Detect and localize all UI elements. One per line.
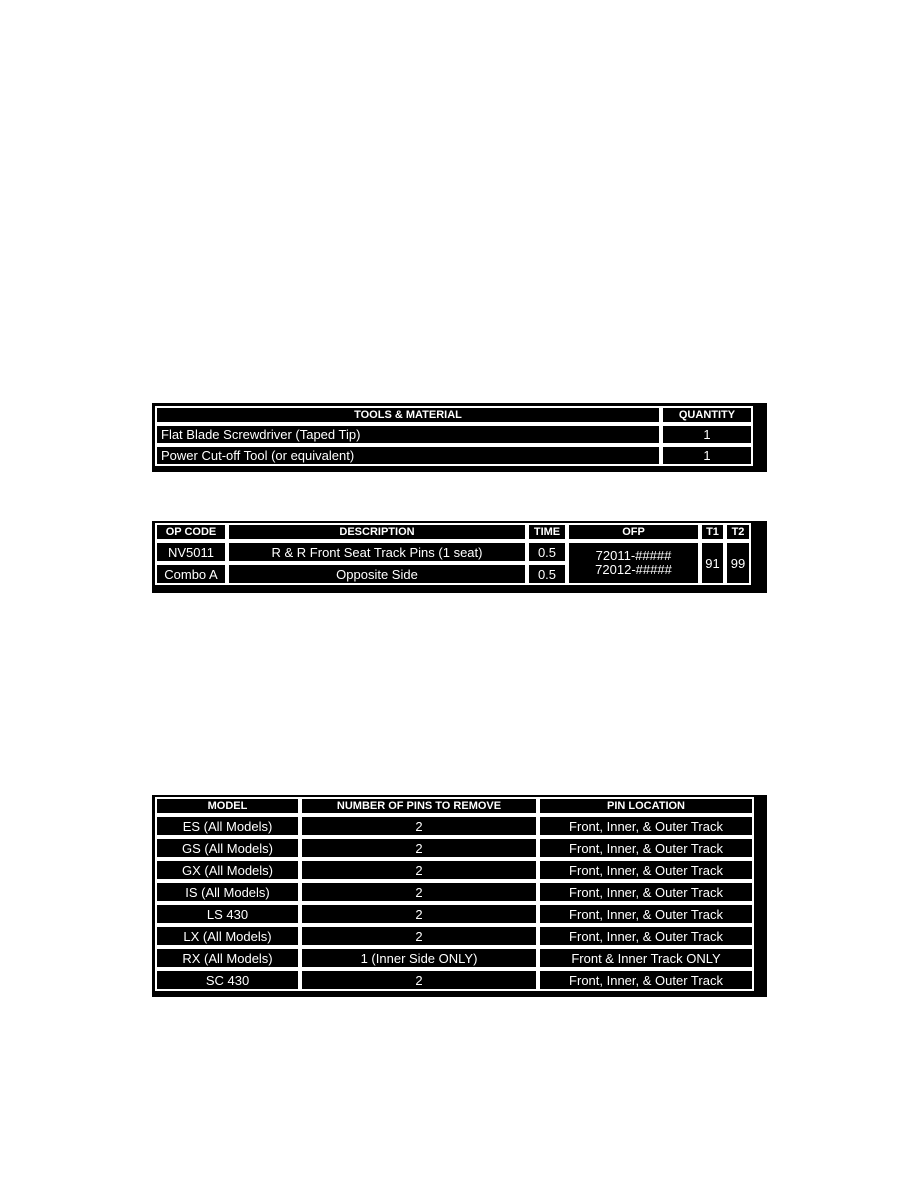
table-cell: 0.5 [527,563,567,585]
tools-material-table [152,403,767,472]
column-header-description: DESCRIPTION [227,523,527,541]
table-row [155,947,754,969]
table-header-row [155,406,753,424]
table-cell: 2 [300,859,538,881]
table-row [155,969,754,991]
models-pins-table [152,795,767,997]
table-cell: GS (All Models) [155,837,300,859]
table-cell: 2 [300,815,538,837]
table-row [155,903,754,925]
column-header-model: MODEL [155,797,300,815]
table-row [155,837,754,859]
t2-cell: 99 [725,541,751,585]
table-cell: SC 430 [155,969,300,991]
table-cell: 2 [300,903,538,925]
table-row [155,541,751,563]
ofp-value: 72011-##### [595,548,672,563]
t1-cell: 91 [700,541,725,585]
table-cell: 0.5 [527,541,567,563]
table-cell: 2 [300,837,538,859]
column-header-t2: T2 [725,523,751,541]
table-cell: GX (All Models) [155,859,300,881]
ofp-value: 72012-##### [595,562,672,577]
table-cell: 1 [661,424,753,445]
column-header-op-code: OP CODE [155,523,227,541]
table-row [155,859,754,881]
table-cell: Power Cut-off Tool (or equivalent) [155,445,661,466]
table-row [155,815,754,837]
column-header-ofp: OFP [567,523,700,541]
column-header-time: TIME [527,523,567,541]
table-row [155,925,754,947]
column-header-number-of-pins: NUMBER OF PINS TO REMOVE [300,797,538,815]
table-cell: Front, Inner, & Outer Track [538,815,754,837]
table-header-row [155,797,754,815]
op-code-table [152,521,767,593]
table-cell: Front, Inner, & Outer Track [538,925,754,947]
column-header-t1: T1 [700,523,725,541]
table-cell: Front & Inner Track ONLY [538,947,754,969]
column-header-tools: TOOLS & MATERIAL [155,406,661,424]
table-header-row [155,523,751,541]
table-cell: 1 (Inner Side ONLY) [300,947,538,969]
table-cell: Front, Inner, & Outer Track [538,881,754,903]
ofp-cell [567,541,700,585]
table-cell: R & R Front Seat Track Pins (1 seat) [227,541,527,563]
table-cell: 2 [300,969,538,991]
table-row [155,424,753,445]
table-row [155,881,754,903]
table-cell: LX (All Models) [155,925,300,947]
table-cell: LS 430 [155,903,300,925]
table-cell: Front, Inner, & Outer Track [538,859,754,881]
table-cell: RX (All Models) [155,947,300,969]
table-row [155,445,753,466]
table-cell: Combo A [155,563,227,585]
table-cell: 1 [661,445,753,466]
table-cell: 2 [300,925,538,947]
table-cell: Flat Blade Screwdriver (Taped Tip) [155,424,661,445]
table-cell: IS (All Models) [155,881,300,903]
table-cell: Front, Inner, & Outer Track [538,837,754,859]
table-cell: NV5011 [155,541,227,563]
table-cell: Front, Inner, & Outer Track [538,969,754,991]
table-cell: Front, Inner, & Outer Track [538,903,754,925]
column-header-quantity: QUANTITY [661,406,753,424]
table-cell: ES (All Models) [155,815,300,837]
table-cell: 2 [300,881,538,903]
table-cell: Opposite Side [227,563,527,585]
column-header-pin-location: PIN LOCATION [538,797,754,815]
